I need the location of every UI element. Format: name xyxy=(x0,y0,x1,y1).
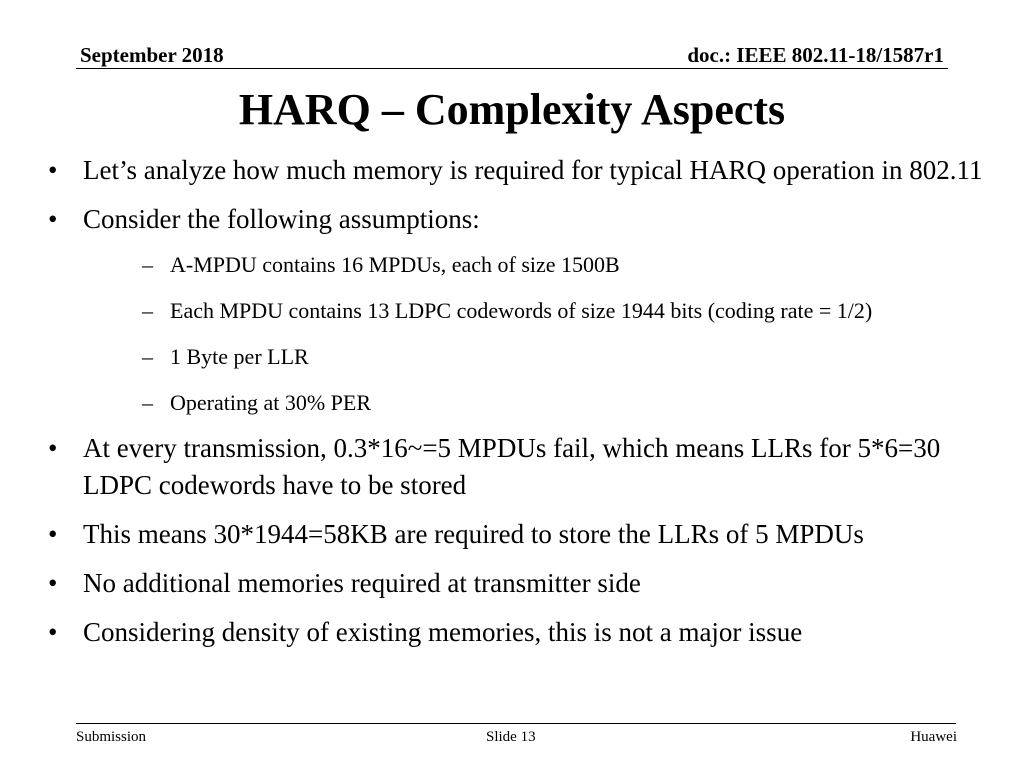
dash-glyph: – xyxy=(142,344,153,369)
bullet-text: Considering density of existing memories, this is not a major issue xyxy=(83,617,803,647)
bullet-glyph: • xyxy=(48,155,58,185)
header-doc-id: doc.: IEEE 802.11-18/1587r1 xyxy=(687,43,944,67)
sub-bullet-item xyxy=(83,388,1010,418)
bullet-text: This means 30*1944=58KB are required to store the LLRs of 5 MPDUs xyxy=(83,519,864,549)
bullet-text: Let’s analyze how much memory is required for typical HARQ operation in 802.11 xyxy=(83,155,983,185)
bullet-glyph: • xyxy=(48,519,58,549)
bullet-item xyxy=(40,201,1010,418)
dash-glyph: – xyxy=(142,390,153,415)
bullet-glyph: • xyxy=(48,433,58,463)
header-date: September 2018 xyxy=(80,43,224,67)
bullet-text: At every transmission, 0.3*16~=5 MPDUs fail, which means LLRs for 5*6=30 LDPC codewords have to be stored xyxy=(83,433,941,500)
footer-divider xyxy=(76,723,956,724)
bullet-glyph: • xyxy=(48,568,58,598)
sub-bullet-text: Operating at 30% PER xyxy=(170,390,372,415)
sub-bullet-text: A-MPDU contains 16 MPDUs, each of size 1500B xyxy=(170,252,620,277)
sub-bullet-text: 1 Byte per LLR xyxy=(170,344,309,369)
header-divider xyxy=(76,68,948,69)
bullet-item xyxy=(40,565,1010,602)
dash-glyph: – xyxy=(142,298,153,323)
footer-company: Huawei xyxy=(910,729,957,745)
footer-slide-number: Slide 13 xyxy=(486,729,536,745)
footer-submission: Submission xyxy=(76,729,147,745)
sub-bullet-item xyxy=(83,342,1010,372)
bullet-text: No additional memories required at transmitter side xyxy=(83,568,641,598)
sub-bullet-item xyxy=(83,250,1010,280)
sub-bullet-item xyxy=(83,296,1010,326)
bullet-text: Consider the following assumptions: xyxy=(83,204,480,234)
sub-bullet-text: Each MPDU contains 13 LDPC codewords of size 1944 bits (coding rate = 1/2) xyxy=(170,298,873,323)
slide-title: HARQ – Complexity Aspects xyxy=(238,85,786,134)
bullet-item xyxy=(40,614,1010,651)
bullet-item xyxy=(40,152,1010,189)
slide-content xyxy=(40,150,1010,651)
bullet-glyph: • xyxy=(48,204,58,234)
dash-glyph: – xyxy=(142,252,153,277)
bullet-glyph: • xyxy=(48,617,58,647)
bullet-item xyxy=(40,430,1010,504)
bullet-item xyxy=(40,516,1010,553)
